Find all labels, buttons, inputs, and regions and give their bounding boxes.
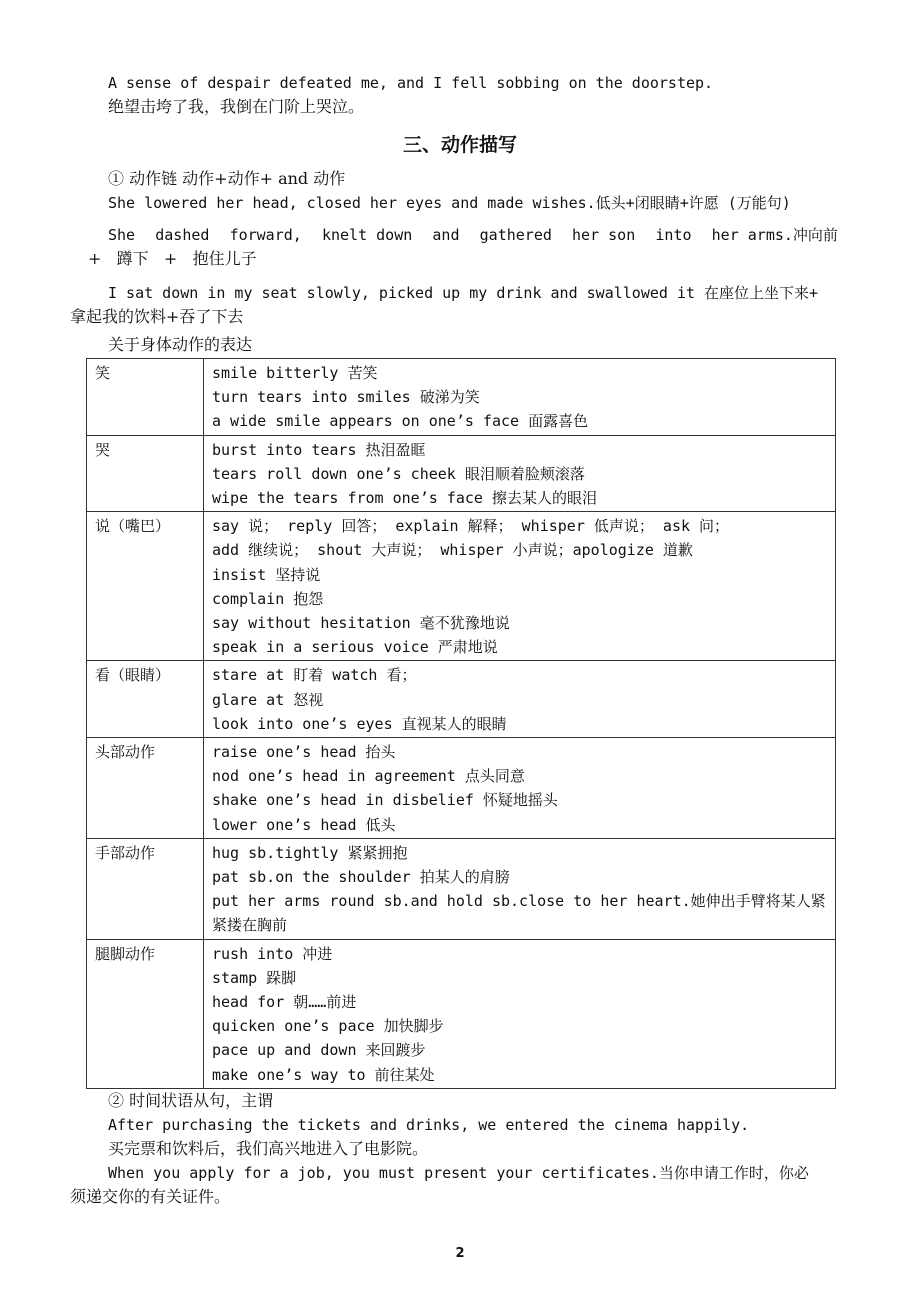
phrase-item: turn tears into smiles 破涕为笑 bbox=[212, 388, 480, 407]
part2-example-2-line2: 须递交你的有关证件。 bbox=[70, 1187, 231, 1206]
row-items bbox=[204, 939, 836, 1088]
page-number: 2 bbox=[455, 1246, 465, 1261]
phrase-item: head for 朝……前进 bbox=[212, 993, 357, 1012]
row-category: 手部动作 bbox=[87, 838, 204, 939]
part1-example-2-line1 bbox=[108, 224, 838, 246]
example-word: into bbox=[655, 226, 692, 244]
table-row bbox=[87, 838, 836, 939]
example-word: her arms.冲向前 bbox=[711, 226, 838, 244]
part2-title: ② 时间状语从句，主谓 bbox=[108, 1091, 274, 1110]
table-row bbox=[87, 359, 836, 436]
table-row bbox=[87, 738, 836, 839]
phrase-item: pat sb.on the shoulder 拍某人的肩膀 bbox=[212, 868, 510, 887]
row-category: 笑 bbox=[87, 359, 204, 436]
phrase-item: stare at 盯着 watch 看； bbox=[212, 666, 417, 685]
row-items bbox=[204, 435, 836, 512]
example-word: gathered bbox=[479, 226, 552, 244]
phrase-item: hug sb.tightly 紧紧拥抱 bbox=[212, 843, 408, 862]
phrase-item: look into one’s eyes 直视某人的眼睛 bbox=[212, 714, 507, 733]
part2-example-1-chinese: 买完票和饮料后，我们高兴地进入了电影院。 bbox=[108, 1139, 429, 1158]
example-word: dashed bbox=[155, 226, 210, 244]
phrase-item: quicken one’s pace 加快脚步 bbox=[212, 1017, 444, 1036]
part1-example-3-line2: 拿起我的饮料+吞了下去 bbox=[70, 307, 244, 326]
body-action-table bbox=[86, 358, 836, 1089]
phrase-item: lower one’s head 低头 bbox=[212, 815, 396, 834]
row-category: 说（嘴巴） bbox=[87, 512, 204, 661]
intro-english-sentence: A sense of despair defeated me, and I fell sobbing on the doorstep. bbox=[108, 74, 714, 92]
part1-example-3-line1: I sat down in my seat slowly, picked up my drink and swallowed it 在座位上坐下来+ bbox=[108, 284, 819, 302]
part1-example-2-line2: + 蹲下 + 抱住儿子 bbox=[88, 249, 257, 268]
phrase-item: say 说； reply 回答； explain 解释； whisper 低声说； ask 问； bbox=[212, 517, 730, 536]
phrase-item: speak in a serious voice 严肃地说 bbox=[212, 638, 498, 657]
part1-title: ① 动作链 动作+动作+ and 动作 bbox=[108, 169, 346, 188]
phrase-item: stamp 跺脚 bbox=[212, 968, 297, 987]
part2-example-2-line1: When you apply for a job, you must present your certificates.当你申请工作时，你必 bbox=[108, 1164, 809, 1182]
row-category: 头部动作 bbox=[87, 738, 204, 839]
phrase-item: raise one’s head 抬头 bbox=[212, 743, 396, 762]
row-category: 看（眼睛） bbox=[87, 661, 204, 738]
phrase-item: smile bitterly 苦笑 bbox=[212, 364, 378, 382]
phrase-item: say without hesitation 毫不犹豫地说 bbox=[212, 614, 510, 633]
example-word: She bbox=[108, 226, 136, 244]
section-title: 三、动作描写 bbox=[402, 134, 517, 156]
phrase-item: nod one’s head in agreement 点头同意 bbox=[212, 767, 525, 786]
table-row bbox=[87, 939, 836, 1088]
phrase-item: shake one’s head in disbelief 怀疑地摇头 bbox=[212, 791, 558, 810]
row-items bbox=[204, 738, 836, 839]
row-items bbox=[204, 512, 836, 661]
example-word: forward, bbox=[229, 226, 302, 244]
row-items bbox=[204, 838, 836, 939]
phrase-item: rush into 冲进 bbox=[212, 944, 333, 963]
table-caption: 关于身体动作的表达 bbox=[108, 335, 253, 354]
example-word: and bbox=[432, 226, 460, 244]
phrase-item: add 继续说； shout 大声说； whisper 小声说；apologize 道歉 bbox=[212, 541, 693, 560]
example-word: knelt down bbox=[321, 226, 413, 244]
intro-chinese-translation: 绝望击垮了我，我倒在门阶上哭泣。 bbox=[108, 97, 365, 116]
phrase-item: pace up and down 来回踱步 bbox=[212, 1041, 426, 1060]
row-items bbox=[204, 359, 836, 436]
phrase-item: glare at 怒视 bbox=[212, 690, 324, 709]
row-items bbox=[204, 661, 836, 738]
row-category: 腿脚动作 bbox=[87, 939, 204, 1088]
phrase-item: insist 坚持说 bbox=[212, 565, 321, 584]
example-word: her son bbox=[572, 226, 636, 244]
table-row bbox=[87, 512, 836, 661]
part2-example-1-english: After purchasing the tickets and drinks, we entered the cinema happily. bbox=[108, 1116, 750, 1134]
phrase-item: wipe the tears from one’s face 擦去某人的眼泪 bbox=[212, 489, 597, 508]
phrase-item: put her arms round sb.and hold sb.close to her heart.她伸出手臂将某人紧紧搂在胸前 bbox=[212, 892, 826, 935]
part1-example-1: She lowered her head, closed her eyes and made wishes.低头+闭眼睛+许愿 (万能句) bbox=[108, 194, 791, 212]
table-row bbox=[87, 661, 836, 738]
phrase-item: tears roll down one’s cheek 眼泪顺着脸颊滚落 bbox=[212, 464, 585, 483]
phrase-item: a wide smile appears on one’s face 面露喜色 bbox=[212, 412, 589, 431]
phrase-item: make one’s way to 前往某处 bbox=[212, 1065, 435, 1084]
phrase-item: burst into tears 热泪盈眶 bbox=[212, 440, 426, 459]
table-row bbox=[87, 435, 836, 512]
row-category: 哭 bbox=[87, 435, 204, 512]
phrase-item: complain 抱怨 bbox=[212, 589, 324, 608]
